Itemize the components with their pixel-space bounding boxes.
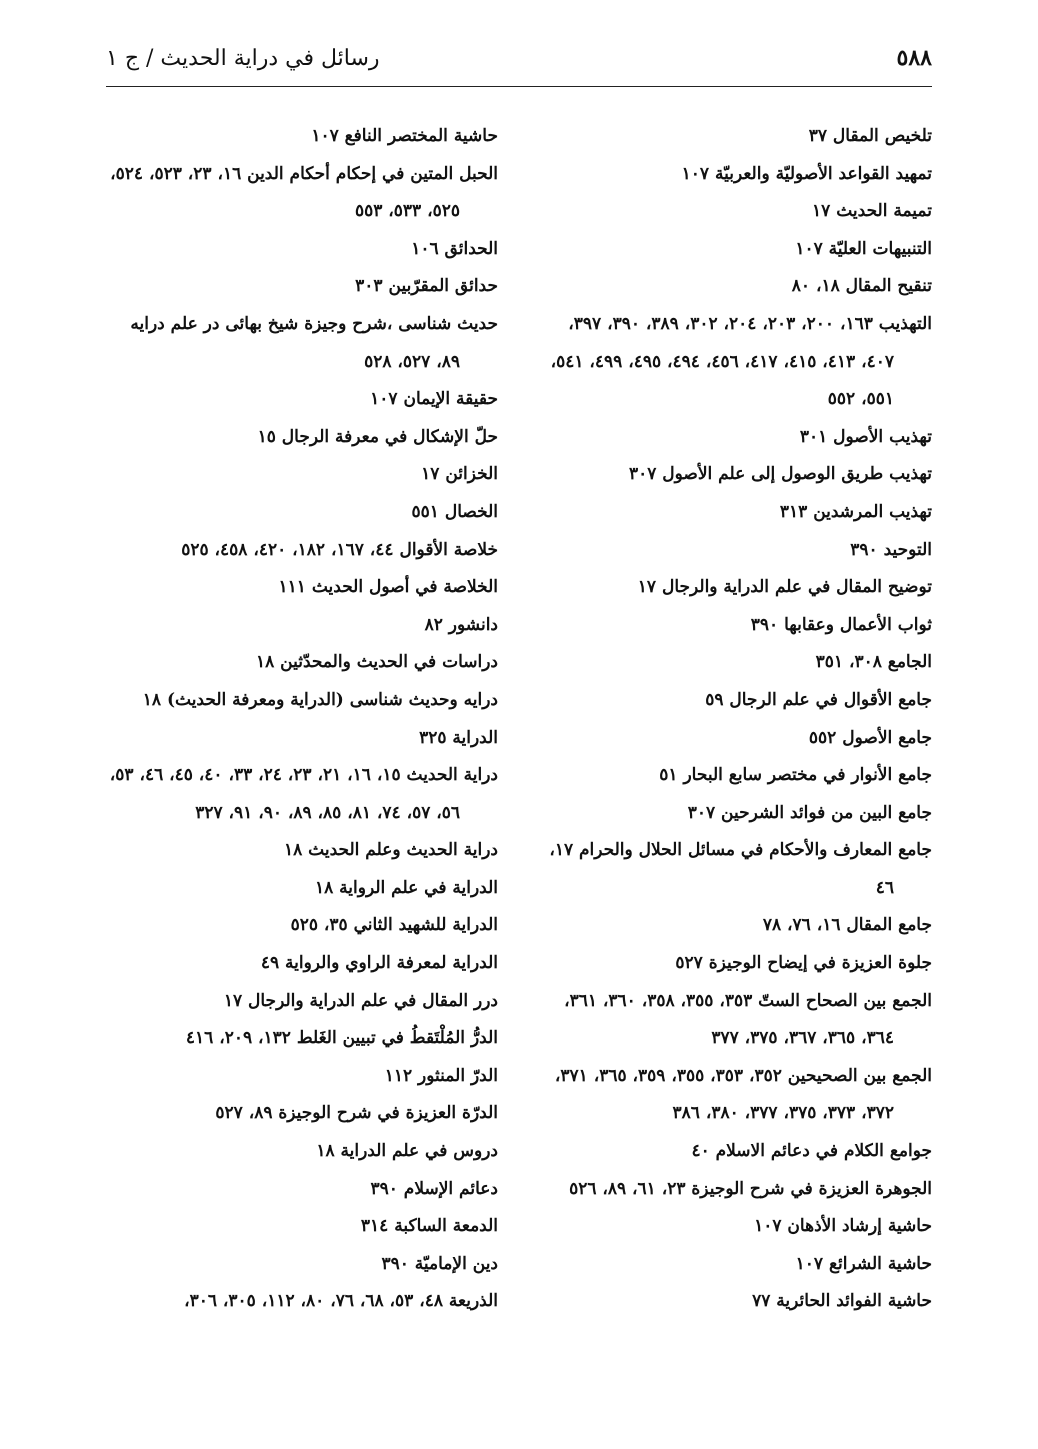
index-entry: جامع المعارف والأحكام في مسائل الحلال والحرام ١٧، ٤٦ — [549, 840, 932, 898]
index-entry: حدائق المقرّبين ٣٠٣ — [355, 276, 498, 297]
index-entry: الدراية في علم الرواية ١٨ — [315, 877, 498, 898]
index-entry: درر المقال في علم الدراية والرجال ١٧ — [223, 990, 498, 1011]
page-number: ٥٨٨ — [896, 45, 932, 71]
index-entry: الجامع ٣٠٨، ٣٥١ — [815, 652, 932, 673]
index-entry: الذريعة ٤٨، ٥٣، ٦٨، ٧٦، ٨٠، ١١٢، ٣٠٥، ٣٠٦، — [184, 1291, 498, 1312]
index-entry: الخصال ٥٥١ — [411, 501, 498, 522]
index-entry: الجمع بين الصحاح الستّ ٣٥٣، ٣٥٥، ٣٥٨، ٣٦٠، ٣٦١، ٣٦٤، ٣٦٥، ٣٦٧، ٣٧٥، ٣٧٧ — [564, 990, 932, 1049]
index-entry: الدراية للشهيد الثاني ٣٥، ٥٢٥ — [290, 915, 498, 936]
index-entry: الخلاصة في أصول الحديث ١١١ — [278, 577, 498, 598]
index-entry: دعائم الإسلام ٣٩٠ — [370, 1178, 498, 1199]
index-entry: خلاصة الأقوال ٤٤، ١٦٧، ١٨٢، ٤٢٠، ٤٥٨، ٥٢٥ — [181, 539, 498, 560]
index-entry: الدرّة العزيزة في شرح الوجيزة ٨٩، ٥٢٧ — [215, 1103, 498, 1124]
index-entry: تهذيب المرشدين ٣١٣ — [779, 501, 932, 522]
index-column-left — [106, 118, 498, 1358]
index-entry: جامع المقال ١٦، ٧٦، ٧٨ — [762, 915, 932, 936]
index-entry: تهذيب طريق الوصول إلى علم الأصول ٣٠٧ — [628, 464, 932, 485]
index-entry: الجمع بين الصحيحين ٣٥٢، ٣٥٣، ٣٥٥، ٣٥٩، ٣٦٥، ٣٧١، ٣٧٢، ٣٧٣، ٣٧٥، ٣٧٧، ٣٨٠، ٣٨٦ — [554, 1065, 932, 1124]
index-entry: دين الإماميّة ٣٩٠ — [381, 1253, 498, 1274]
index-entry: دراية الحديث ١٥، ١٦، ٢١، ٢٣، ٢٤، ٣٣، ٤٠، ٤٥، ٤٦، ٥٣، ٥٦، ٥٧، ٧٤، ٨١، ٨٥، ٨٩، ٩٠، ٩١، ٣٢٧ — [109, 765, 498, 823]
index-entry: تميمة الحديث ١٧ — [812, 201, 932, 222]
index-entry: دراية الحديث وعلم الحديث ١٨ — [283, 840, 498, 861]
index-column-right — [540, 118, 932, 1358]
index-entry: تنقيح المقال ١٨، ٨٠ — [791, 276, 932, 297]
index-entry: تمهيد القواعد الأصوليّة والعربيّة ١٠٧ — [681, 163, 932, 184]
index-entry: حاشية الفوائد الحائرية ٧٧ — [752, 1291, 932, 1312]
index-entry: حاشية إرشاد الأذهان ١٠٧ — [754, 1216, 932, 1237]
index-entry: الخزائن ١٧ — [421, 464, 498, 485]
index-entry: حاشية الشرائع ١٠٧ — [795, 1253, 932, 1274]
index-entry: حديث شناسى ،شرح وجيزة شيخ بهائى در علم درايه ٨٩، ٥٢٧، ٥٢٨ — [130, 313, 498, 372]
index-entry: حقيقة الإيمان ١٠٧ — [370, 389, 498, 410]
index-entry: دانشور ٨٢ — [424, 614, 498, 635]
index-entry: دراسات في الحديث والمحدّثين ١٨ — [255, 652, 498, 673]
index-body — [106, 118, 932, 1358]
index-entry: دروس في علم الدراية ١٨ — [316, 1141, 498, 1162]
index-entry: تهذيب الأصول ٣٠١ — [799, 426, 932, 447]
index-entry: جوامع الكلام في دعائم الاسلام ٤٠ — [691, 1141, 932, 1162]
running-title: رسائل في دراية الحديث / ج ١ — [106, 45, 380, 71]
index-entry: الدرّ المنثور ١١٢ — [384, 1065, 498, 1086]
index-entry: حلّ الإشكال في معرفة الرجال ١٥ — [257, 426, 498, 447]
header-divider — [106, 86, 932, 87]
index-entry: جامع الأصول ٥٥٢ — [808, 727, 932, 748]
index-entry: الحبل المتين في إحكام أحكام الدين ١٦، ٢٣، ٥٢٣، ٥٢٤، ٥٢٥، ٥٣٣، ٥٥٣ — [110, 163, 498, 222]
index-entry: الدراية لمعرفة الراوي والرواية ٤٩ — [260, 953, 498, 974]
index-entry: جامع الأقوال في علم الرجال ٥٩ — [705, 689, 932, 710]
index-entry: التوحيد ٣٩٠ — [850, 539, 932, 560]
page-header — [106, 36, 932, 80]
index-entry: التنبيهات العليّة ١٠٧ — [795, 238, 932, 259]
index-entry: الدمعة الساكبة ٣١٤ — [360, 1216, 498, 1237]
index-entry: درايه وحديث شناسى (الدراية ومعرفة الحديث) ١٨ — [142, 689, 498, 710]
index-entry: ثواب الأعمال وعقابها ٣٩٠ — [750, 614, 932, 635]
index-entry: جامع البين من فوائد الشرحين ٣٠٧ — [687, 802, 932, 823]
index-entry: تلخيص المقال ٣٧ — [808, 126, 932, 146]
index-entry: التهذيب ١٦٣، ٢٠٠، ٢٠٣، ٢٠٤، ٣٠٢، ٣٨٩، ٣٩٠، ٣٩٧، ٤٠٧، ٤١٣، ٤١٥، ٤١٧، ٤٥٦، ٤٩٤، ٤٩٥، ٤٩٩، ٥٤١، ٥٥١، ٥٥٢ — [550, 313, 932, 410]
index-entry: الحدائق ١٠٦ — [411, 238, 498, 259]
index-entry: توضيح المقال في علم الدراية والرجال ١٧ — [637, 577, 932, 598]
index-entry: جلوة العزيزة في إيضاح الوجيزة ٥٢٧ — [675, 953, 932, 974]
index-entry: الدرُّ المُلْتَقطُ في تبيين الغَلط ١٣٢، ٢٠٩، ٤١٦ — [185, 1028, 498, 1049]
index-entry: جامع الأنوار في مختصر سابع البحار ٥١ — [659, 765, 932, 786]
index-entry: حاشية المختصر النافع ١٠٧ — [311, 126, 498, 146]
index-entry: الجوهرة العزيزة في شرح الوجيزة ٢٣، ٦١، ٨٩، ٥٢٦ — [569, 1178, 932, 1199]
index-entry: الدراية ٣٢٥ — [419, 727, 498, 748]
